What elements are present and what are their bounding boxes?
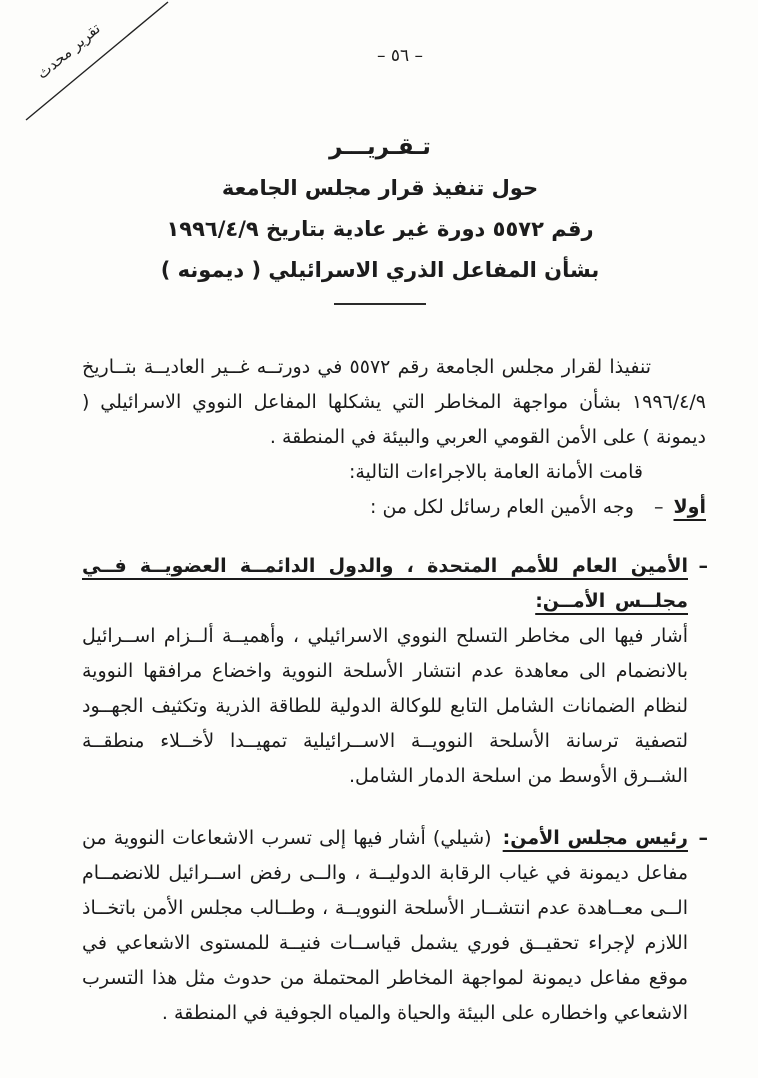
- title-subtitle-3: بشأن المفاعل الذري الاسرائيلي ( ديمونه ): [160, 258, 600, 282]
- title-underline: [334, 303, 426, 305]
- title-subtitle-2: رقم ٥٥٧٢ دورة غير عادية بتاريخ ١٩٩٦/٤/٩: [166, 217, 594, 241]
- list-item-paragraph: [82, 821, 688, 1031]
- first-text: وجه الأمين العام رسائل لكل من :: [370, 496, 634, 518]
- title-block: [140, 126, 620, 305]
- report-title: تـقـريـــر: [329, 134, 431, 160]
- paragraph-intro: تنفيذا لقرار مجلس الجامعة رقم ٥٥٧٢ في دورتــه غــير العاديــة بتــاريخ ١٩٩٦/٤/٩ بشأن مواجهة المخاطر التي يشكلها المفاعل النووي الاسرائيلي ( ديمونة ) على الأمن القومي العربي والبيئة في المنطقة .: [82, 356, 706, 448]
- document-body: [82, 350, 706, 1031]
- list-item-text: (شيلي) أشار فيها إلى تسرب الاشعاعات النووية من مفاعل ديمونة في غياب الرقابة الدوليــة ، والــى رفض اســرائيل للانضمــام الــى معــاهدة عدم انتشــار الأسلحة النوويــة ، وطــالب مجلس الأمن باتخــاذ اللازم لإجراء تحقيــق فوري يشمل قياســات فنيــة للمستوى الاشعاعي في موقع مفاعل ديمونة لمواجهة المخاطر المحتملة من حدوث مثل هذا التسرب الاشعاعي واخطاره على البيئة والحياة والمياه الجوفية في المنطقة .: [82, 827, 688, 1024]
- list-item-un-secretary: [82, 549, 706, 794]
- first-label: أولا: [673, 496, 706, 518]
- list-item-heading: رئيس مجلس الأمن:: [502, 827, 688, 849]
- list-item-dash: –: [698, 827, 708, 849]
- paragraph-actions: قامت الأمانة العامة بالاجراءات التالية:: [348, 461, 643, 483]
- handwritten-note-text: تقرير محدث: [33, 19, 104, 83]
- handwritten-stroke: [8, 0, 178, 125]
- list-item-heading: الأمين العام للأمم المتحدة ، والدول الدائمــة العضويــة فــي مجلــس الأمــن:: [82, 555, 688, 612]
- title-subtitle-1: حول تنفيذ قرار مجلس الجامعة: [221, 176, 539, 200]
- list-item-security-council-president: [82, 821, 706, 1031]
- list-item-text: أشار فيها الى مخاطر التسلح النووي الاسرائيلي ، وأهميــة ألــزام اســرائيل بالانضمام الى معاهدة عدم انتشار الأسلحة النووية واخضاع مرافقها النووية لنظام الضمانات الشامل التابع للوكالة الدولية للطاقة الذرية وتكثيف الجهــود لتصفية ترسانة الأسلحة النوويــة الاســرائيلية تمهيــدا لأخــلاء منطقــة الشــرق الأوسط من اسلحة الدمار الشامل.: [82, 625, 688, 787]
- list-item-dash: –: [698, 555, 708, 577]
- page-number: – ٥٦ –: [376, 46, 424, 66]
- first-dash: –: [653, 496, 664, 518]
- paragraph-first-heading: [82, 490, 706, 525]
